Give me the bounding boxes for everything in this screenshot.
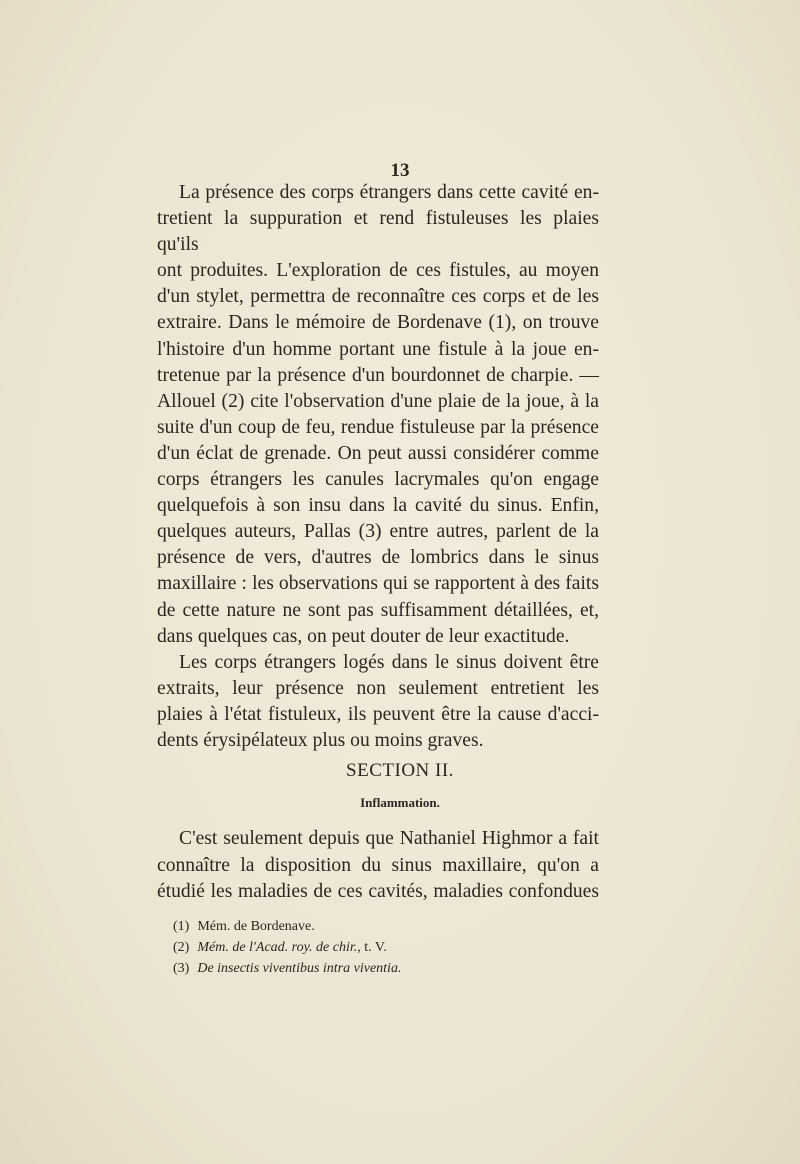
text-line: extraire. Dans le mémoire de Bordenave (1), on trouve (157, 312, 599, 334)
footnote-mark: (3) (173, 961, 190, 976)
text-line: de cette nature ne sont pas suffisamment détaillées, et, (157, 599, 599, 621)
text-line: Allouel (2) cite l'observation d'une plaie de la joue, à la (157, 390, 599, 412)
footnote-mark: (1) (173, 919, 190, 934)
text-line: d'un éclat de grenade. On peut aussi considérer comme (157, 442, 599, 464)
text-line: quelques auteurs, Pallas (3) entre autres, parlent de la (157, 521, 599, 543)
text-line: extraits, leur présence non seulement entretient les (157, 677, 599, 699)
footnote-mark: (2) (173, 940, 190, 955)
text-line: La présence des corps étrangers dans cette cavité en- (179, 182, 599, 203)
footnote-1 (173, 916, 593, 937)
footnote-text: Mém. de Bordenave. (197, 919, 315, 934)
text-line: présence de vers, d'autres de lombrics dans le sinus (157, 547, 599, 569)
text-line: corps étrangers les canules lacrymales qu'on engage (157, 469, 599, 491)
page-number: 13 (390, 160, 410, 181)
paragraph-2 (157, 650, 599, 754)
text-line: étudié les maladies de ces cavités, maladies confondues (157, 881, 599, 902)
paragraph-1 (157, 180, 599, 650)
footnote-text-italic: Mém. de l'Acad. roy. de chir. (197, 940, 358, 955)
text-line: dents érysipélateux plus ou moins graves. (157, 729, 484, 751)
text-line: tretient la suppuration et rend fistuleuses les plaies qu'ils (157, 208, 599, 256)
text-line: connaître la disposition du sinus maxillaire, qu'on a (157, 854, 599, 876)
text-line: dans quelques cas, on peut douter de leur exactitude. (157, 625, 570, 647)
text-line: Les corps étrangers logés dans le sinus doivent être (179, 651, 599, 673)
text-line: l'histoire d'un homme portant une fistule à la joue en- (157, 338, 599, 360)
section-subheading: Inflammation. (360, 795, 440, 810)
footnote-text-italic: De insectis viventibus intra viventia. (197, 961, 402, 976)
text-line: quelquefois à son insu dans la cavité du sinus. Enfin, (157, 495, 599, 517)
footnote-text: , t. V. (357, 940, 387, 955)
text-line: suite d'un coup de feu, rendue fistuleuse par la présence (157, 416, 599, 438)
text-line: C'est seulement depuis que Nathaniel Highmor a fait (179, 828, 599, 849)
paragraph-3 (157, 826, 599, 906)
section-text (157, 826, 599, 906)
section-heading: SECTION II. (346, 760, 454, 781)
footnotes (173, 916, 593, 979)
text-line: maxillaire : les observations qui se rapportent à des faits (157, 573, 599, 595)
footnote-3 (173, 958, 593, 979)
text-line: plaies à l'état fistuleux, ils peuvent être la cause d'acci- (157, 703, 599, 725)
main-text (157, 180, 599, 754)
text-line: tretenue par la présence d'un bourdonnet de charpie. — (157, 364, 599, 386)
footnote-2 (173, 937, 593, 958)
text-line: d'un stylet, permettra de reconnaître ces corps et de les (157, 286, 599, 308)
text-line: ont produites. L'exploration de ces fistules, au moyen (157, 260, 599, 282)
